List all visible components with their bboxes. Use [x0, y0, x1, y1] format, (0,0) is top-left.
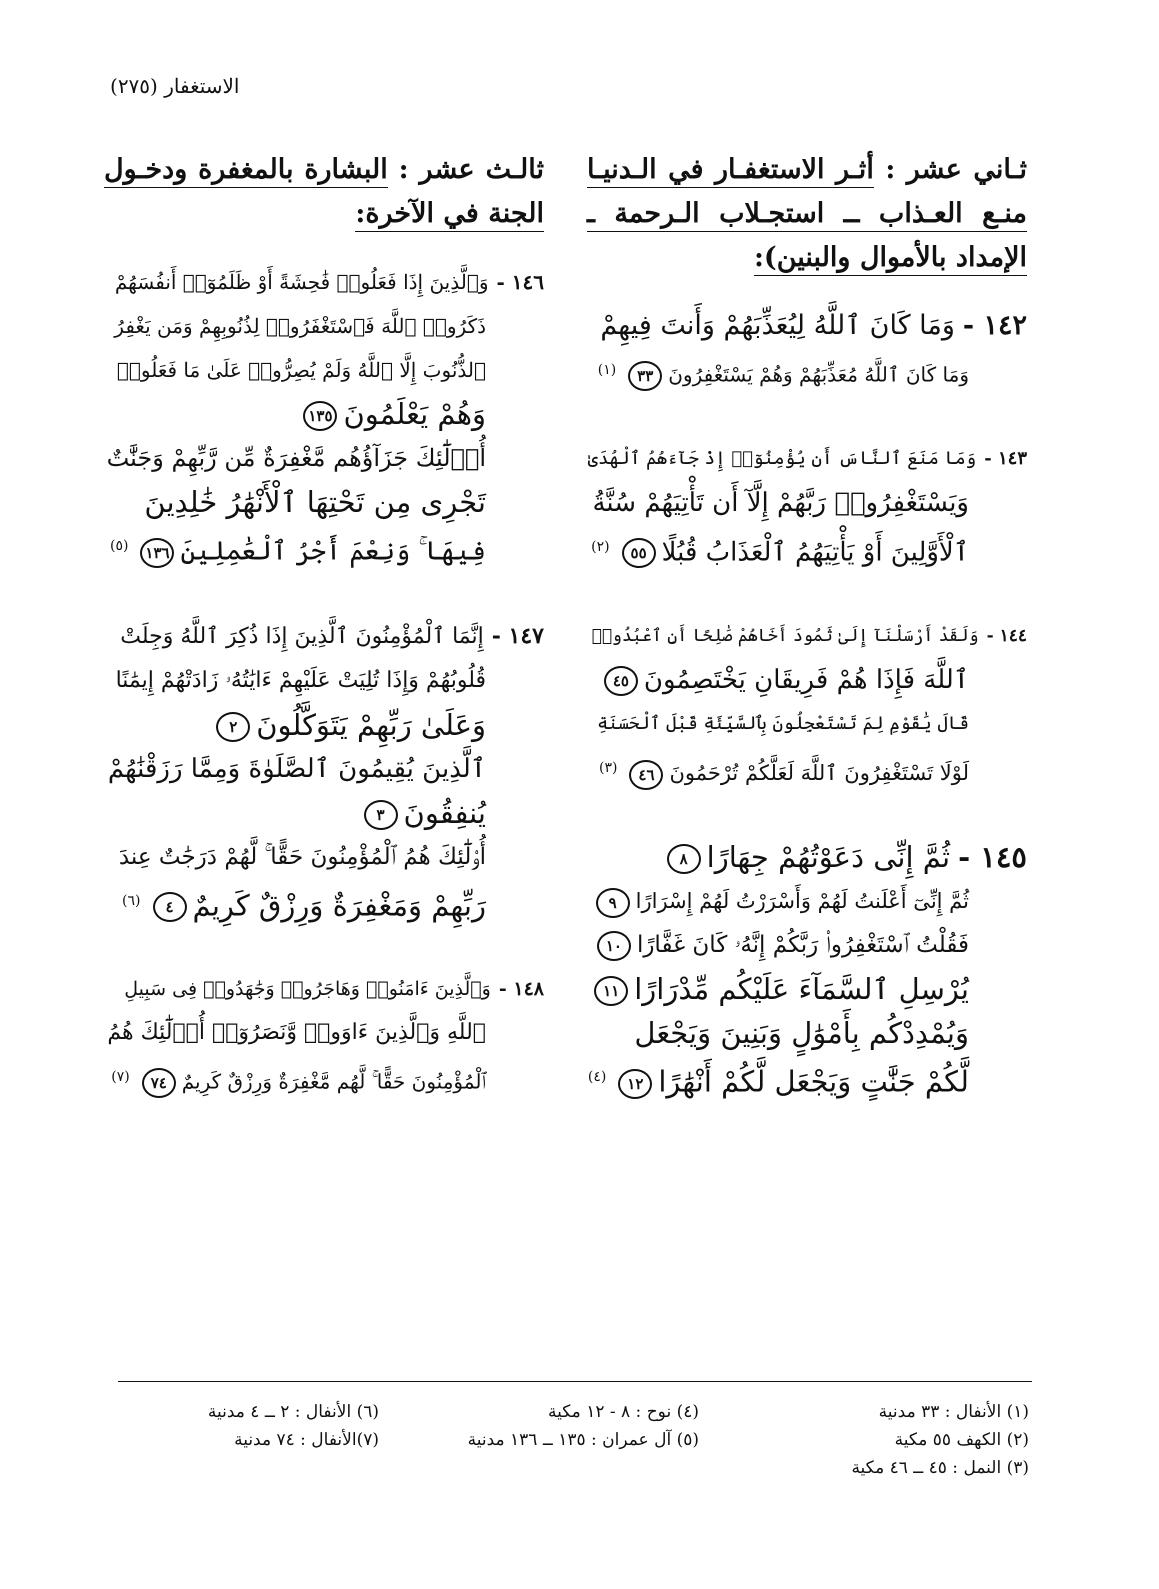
verse-block	[587, 835, 1027, 1104]
verse-line	[104, 879, 544, 928]
verse-line	[104, 747, 544, 791]
verse-text: ٱلذُّنُوبَ إِلَّا ٱللَّهُ وَلَمْ يُصِرُّوا۟ عَلَىٰ مَا فَعَلُوا۟	[116, 358, 486, 382]
verse-line	[104, 524, 544, 574]
footnote: (٣) النمل : ٤٥ ــ ٤٦ مكية	[851, 1458, 1029, 1478]
verse-text: وَيُمْدِدْكُم بِأَمْوَٰلٍ وَبَنِينَ وَيَجْعَل	[634, 1016, 969, 1051]
ayah-number-marker: ٩	[596, 888, 630, 918]
verse-text: فِيهَا ۚ وَنِعْمَ أَجْرُ ٱلْعَٰمِلِينَ	[180, 536, 486, 567]
verse-text: فَقُلْتُ ٱسْتَغْفِرُوا۟ رَبَّكُمْ إِنَّهُۥ كَانَ غَفَّارًا	[636, 932, 969, 959]
verse-text: أُو۟لَٰٓئِكَ هُمُ ٱلْمُؤْمِنُونَ حَقًّا ۚ لَّهُمْ دَرَجَٰتٌ عِندَ	[118, 843, 486, 870]
verse-text: أُو۟لَٰٓئِكَ جَزَآؤُهُم مَّغْفِرَةٌ مِّن رَّبِّهِمْ وَجَنَّٰتٌ	[106, 444, 486, 472]
verse-line	[587, 746, 1027, 795]
footnote-reference: (١)	[597, 362, 617, 378]
verse-text: تَجْرِى مِن تَحْتِهَا ٱلْأَنْهَٰرُ خَٰلِدِينَ	[144, 485, 486, 519]
ayah-number-marker: ١٠	[597, 931, 631, 961]
verse-line	[104, 1011, 544, 1055]
ayah-number-marker: ٨	[667, 844, 701, 874]
footnote-column	[851, 1398, 1029, 1482]
verse-line	[587, 658, 1027, 702]
verse-line	[104, 348, 544, 392]
footnote: (١) الأنفال : ٣٣ مدنية	[878, 1402, 1029, 1422]
ayah-number-marker: ١٣٦	[140, 538, 174, 568]
verse-number: ١٤٨ -	[498, 978, 544, 1001]
verse-text: وَٱلَّذِينَ إِذَا فَعَلُوا۟ فَٰحِشَةً أَوْ ظَلَمُوٓا۟ أَنفُسَهُمْ	[114, 270, 489, 294]
ayah-number-marker: ٤	[153, 892, 187, 922]
verse-line	[587, 879, 1027, 923]
footnote-reference: (٤)	[587, 1069, 607, 1086]
verse-text: يُرْسِلِ ٱلسَّمَآءَ عَلَيْكُم مِّدْرَارًا	[634, 972, 969, 1007]
verse-line	[104, 614, 544, 659]
verse-line	[587, 702, 1027, 746]
footnote-reference: (٦)	[122, 892, 141, 909]
verse-line	[587, 348, 1027, 397]
verse-text: قَالَ يَٰقَوْمِ لِمَ تَسْتَعْجِلُونَ بِٱلسَّيِّئَةِ قَبْلَ ٱلْحَسَنَةِ	[597, 713, 969, 735]
ayah-number-marker: ٢	[216, 712, 250, 742]
verse-text: ذَكَرُوا۟ ٱللَّهَ فَٱسْتَغْفَرُوا۟ لِذُنُوبِهِمْ وَمَن يَغْفِرُ	[114, 314, 486, 338]
ayah-number-marker: ٥٥	[622, 538, 656, 568]
ayah-number-marker: ١٢	[618, 1069, 652, 1099]
verse-line	[587, 1011, 1027, 1055]
verse-block	[587, 304, 1027, 397]
verse-text: وَمَا كَانَ ٱللَّهُ مُعَذِّبَهُمْ وَهُمْ يَسْتَغْفِرُونَ	[668, 362, 969, 387]
verse-text: وَعَلَىٰ رَبِّهِمْ يَتَوَكَّلُونَ	[256, 707, 486, 742]
verse-line	[587, 481, 1027, 525]
verse-block	[587, 614, 1027, 795]
section-label: ثـاني عشر :	[885, 154, 1028, 185]
ayah-number-marker: ٤٥	[604, 666, 638, 696]
ayah-number-marker: ٣٣	[628, 361, 662, 391]
verse-line	[587, 1055, 1027, 1104]
verse-line	[104, 392, 544, 436]
verse-line	[587, 437, 1027, 481]
ayah-number-marker: ٣	[364, 800, 398, 830]
verse-text: لَوْلَا تَسْتَغْفِرُونَ ٱللَّهَ لَعَلَّكُمْ تُرْحَمُونَ	[669, 761, 969, 786]
verse-text: رَبِّهِمْ وَمَغْفِرَةٌ وَرِزْقٌ كَرِيمٌ	[192, 888, 486, 923]
page-number: (٢٧٥)	[110, 74, 158, 98]
verse-line	[587, 304, 1027, 348]
verse-number: ١٤٤ -	[986, 626, 1027, 647]
section-heading-twelfth	[587, 148, 1027, 280]
verse-line	[104, 967, 544, 1011]
verse-text: ثُمَّ إِنِّى دَعَوْتُهُمْ جِهَارًا	[706, 840, 951, 875]
section-title-text: البشارة بالمغفرة ودخـول الجنة في الآخرة:	[104, 154, 544, 232]
verse-list	[104, 260, 544, 1104]
verse-block	[587, 437, 1027, 575]
section-title-text: أثـر الاستغفـار في الـدنيـا منـع العـذاب ــ استجـلاب الـرحمة ـ الإمداد بالأموال والبنين):	[587, 154, 1027, 276]
footnote: (٦) الأنفال : ٢ ــ ٤ مدنية	[207, 1402, 379, 1422]
verse-number: ١٤٣ -	[984, 447, 1027, 469]
verse-text: وَهُمْ يَعْلَمُونَ	[343, 397, 486, 431]
verse-text: لَّكُمْ جَنَّٰتٍ وَيَجْعَل لَّكُمْ أَنْهَٰرًا	[658, 1064, 969, 1099]
section-label: ثالـث عشر :	[398, 154, 544, 185]
footnote-divider	[118, 1381, 1032, 1382]
footnote: (٤) نوح : ٨ - ١٢ مكية	[548, 1402, 699, 1422]
verse-text: وَمَا مَنَعَ ٱلنَّاسَ أَن يُؤْمِنُوٓا۟ إِذْ جَآءَهُمُ ٱلْهُدَىٰ	[587, 447, 977, 469]
ayah-number-marker: ٤٦	[629, 760, 663, 790]
verse-text: ٱللَّهَ فَإِذَا هُمْ فَرِيقَانِ يَخْتَصِمُونَ	[643, 665, 969, 696]
footnote: (٧)الأنفال : ٧٤ مدنية	[234, 1430, 379, 1450]
footnote-reference: (٥)	[110, 538, 129, 554]
footnote-reference: (٢)	[591, 538, 610, 555]
verse-number: ١٤٧ -	[491, 622, 544, 649]
page-header	[110, 74, 259, 98]
verse-number: ١٤٢ -	[962, 310, 1027, 341]
verse-number: ١٤٦ -	[496, 270, 544, 294]
verse-text: وَيَسْتَغْفِرُوا۟ رَبَّهُمْ إِلَّآ أَن تَأْتِيَهُمْ سُنَّةُ	[592, 487, 969, 518]
verse-text: وَٱلَّذِينَ ءَامَنُوا۟ وَهَاجَرُوا۟ وَجَٰهَدُوا۟ فِى سَبِيلِ	[124, 978, 491, 1001]
footnote-column	[208, 1398, 379, 1454]
verse-block	[104, 614, 544, 928]
verse-line	[104, 791, 544, 835]
right-column	[587, 148, 1027, 1144]
verse-text: يُنفِقُونَ	[403, 795, 486, 830]
verse-line	[104, 304, 544, 348]
verse-list	[587, 304, 1027, 1104]
verse-text: ٱلْمُؤْمِنُونَ حَقًّا ۚ لَّهُم مَّغْفِرَةٌ وَرِزْقٌ كَرِيمٌ	[181, 1069, 486, 1094]
verse-line	[587, 967, 1027, 1011]
verse-line	[104, 260, 544, 304]
verse-text: إِنَّمَا ٱلْمُؤْمِنُونَ ٱلَّذِينَ إِذَا ذُكِرَ ٱللَّهُ وَجِلَتْ	[120, 623, 484, 649]
ayah-number-marker: ٧٤	[142, 1068, 176, 1098]
verse-text: وَمَا كَانَ ٱللَّهُ لِيُعَذِّبَهُمْ وَأَنتَ فِيهِمْ	[600, 310, 955, 341]
verse-line	[104, 480, 544, 524]
verse-block	[104, 967, 544, 1104]
verse-line	[587, 525, 1027, 575]
verse-line	[104, 659, 544, 703]
ayah-number-marker: ١٣٥	[303, 401, 337, 431]
header-title: الاستغفار	[164, 74, 240, 98]
verse-line	[587, 923, 1027, 967]
footnote-reference: (٣)	[598, 760, 618, 777]
section-heading-thirteenth	[104, 148, 544, 236]
verse-number: ١٤٥ -	[958, 840, 1027, 875]
verse-line	[104, 1055, 544, 1104]
verse-text: ٱلَّذِينَ يُقِيمُونَ ٱلصَّلَوٰةَ وَمِمَّا رَزَقْنَٰهُمْ	[107, 753, 486, 784]
verse-line	[587, 835, 1027, 879]
verse-block	[104, 260, 544, 574]
verse-line	[104, 703, 544, 747]
footnote: (٥) آل عمران : ١٣٥ ــ ١٣٦ مدنية	[467, 1430, 699, 1450]
verse-line	[104, 436, 544, 480]
verse-text: ٱللَّهِ وَٱلَّذِينَ ءَاوَوا۟ وَّنَصَرُوٓا۟ أُو۟لَٰٓئِكَ هُمُ	[107, 1020, 486, 1046]
verse-text: وَلَقَدْ أَرْسَلْنَآ إِلَىٰ ثَمُودَ أَخَاهُمْ صَٰلِحًا أَنِ ٱعْبُدُوا۟	[591, 626, 979, 647]
verse-text: قُلُوبُهُمْ وَإِذَا تُلِيَتْ عَلَيْهِمْ ءَايَٰتُهُۥ زَادَتْهُمْ إِيمَٰنًا	[115, 667, 486, 693]
left-column	[104, 148, 544, 1144]
footnote-column	[468, 1398, 699, 1454]
footnote-reference: (٧)	[111, 1069, 130, 1086]
verse-text: ثُمَّ إِنِّىٓ أَعْلَنتُ لَهُمْ وَأَسْرَرْتُ لَهُمْ إِسْرَارًا	[635, 889, 969, 914]
verse-text: ٱلْأَوَّلِينَ أَوْ يَأْتِيَهُمُ ٱلْعَذَابُ قُبُلًا	[661, 537, 969, 568]
footnote: (٢) الكهف ٥٥ مكية	[894, 1430, 1029, 1450]
ayah-number-marker: ١١	[594, 976, 628, 1006]
verse-line	[104, 835, 544, 879]
verse-line	[587, 614, 1027, 658]
